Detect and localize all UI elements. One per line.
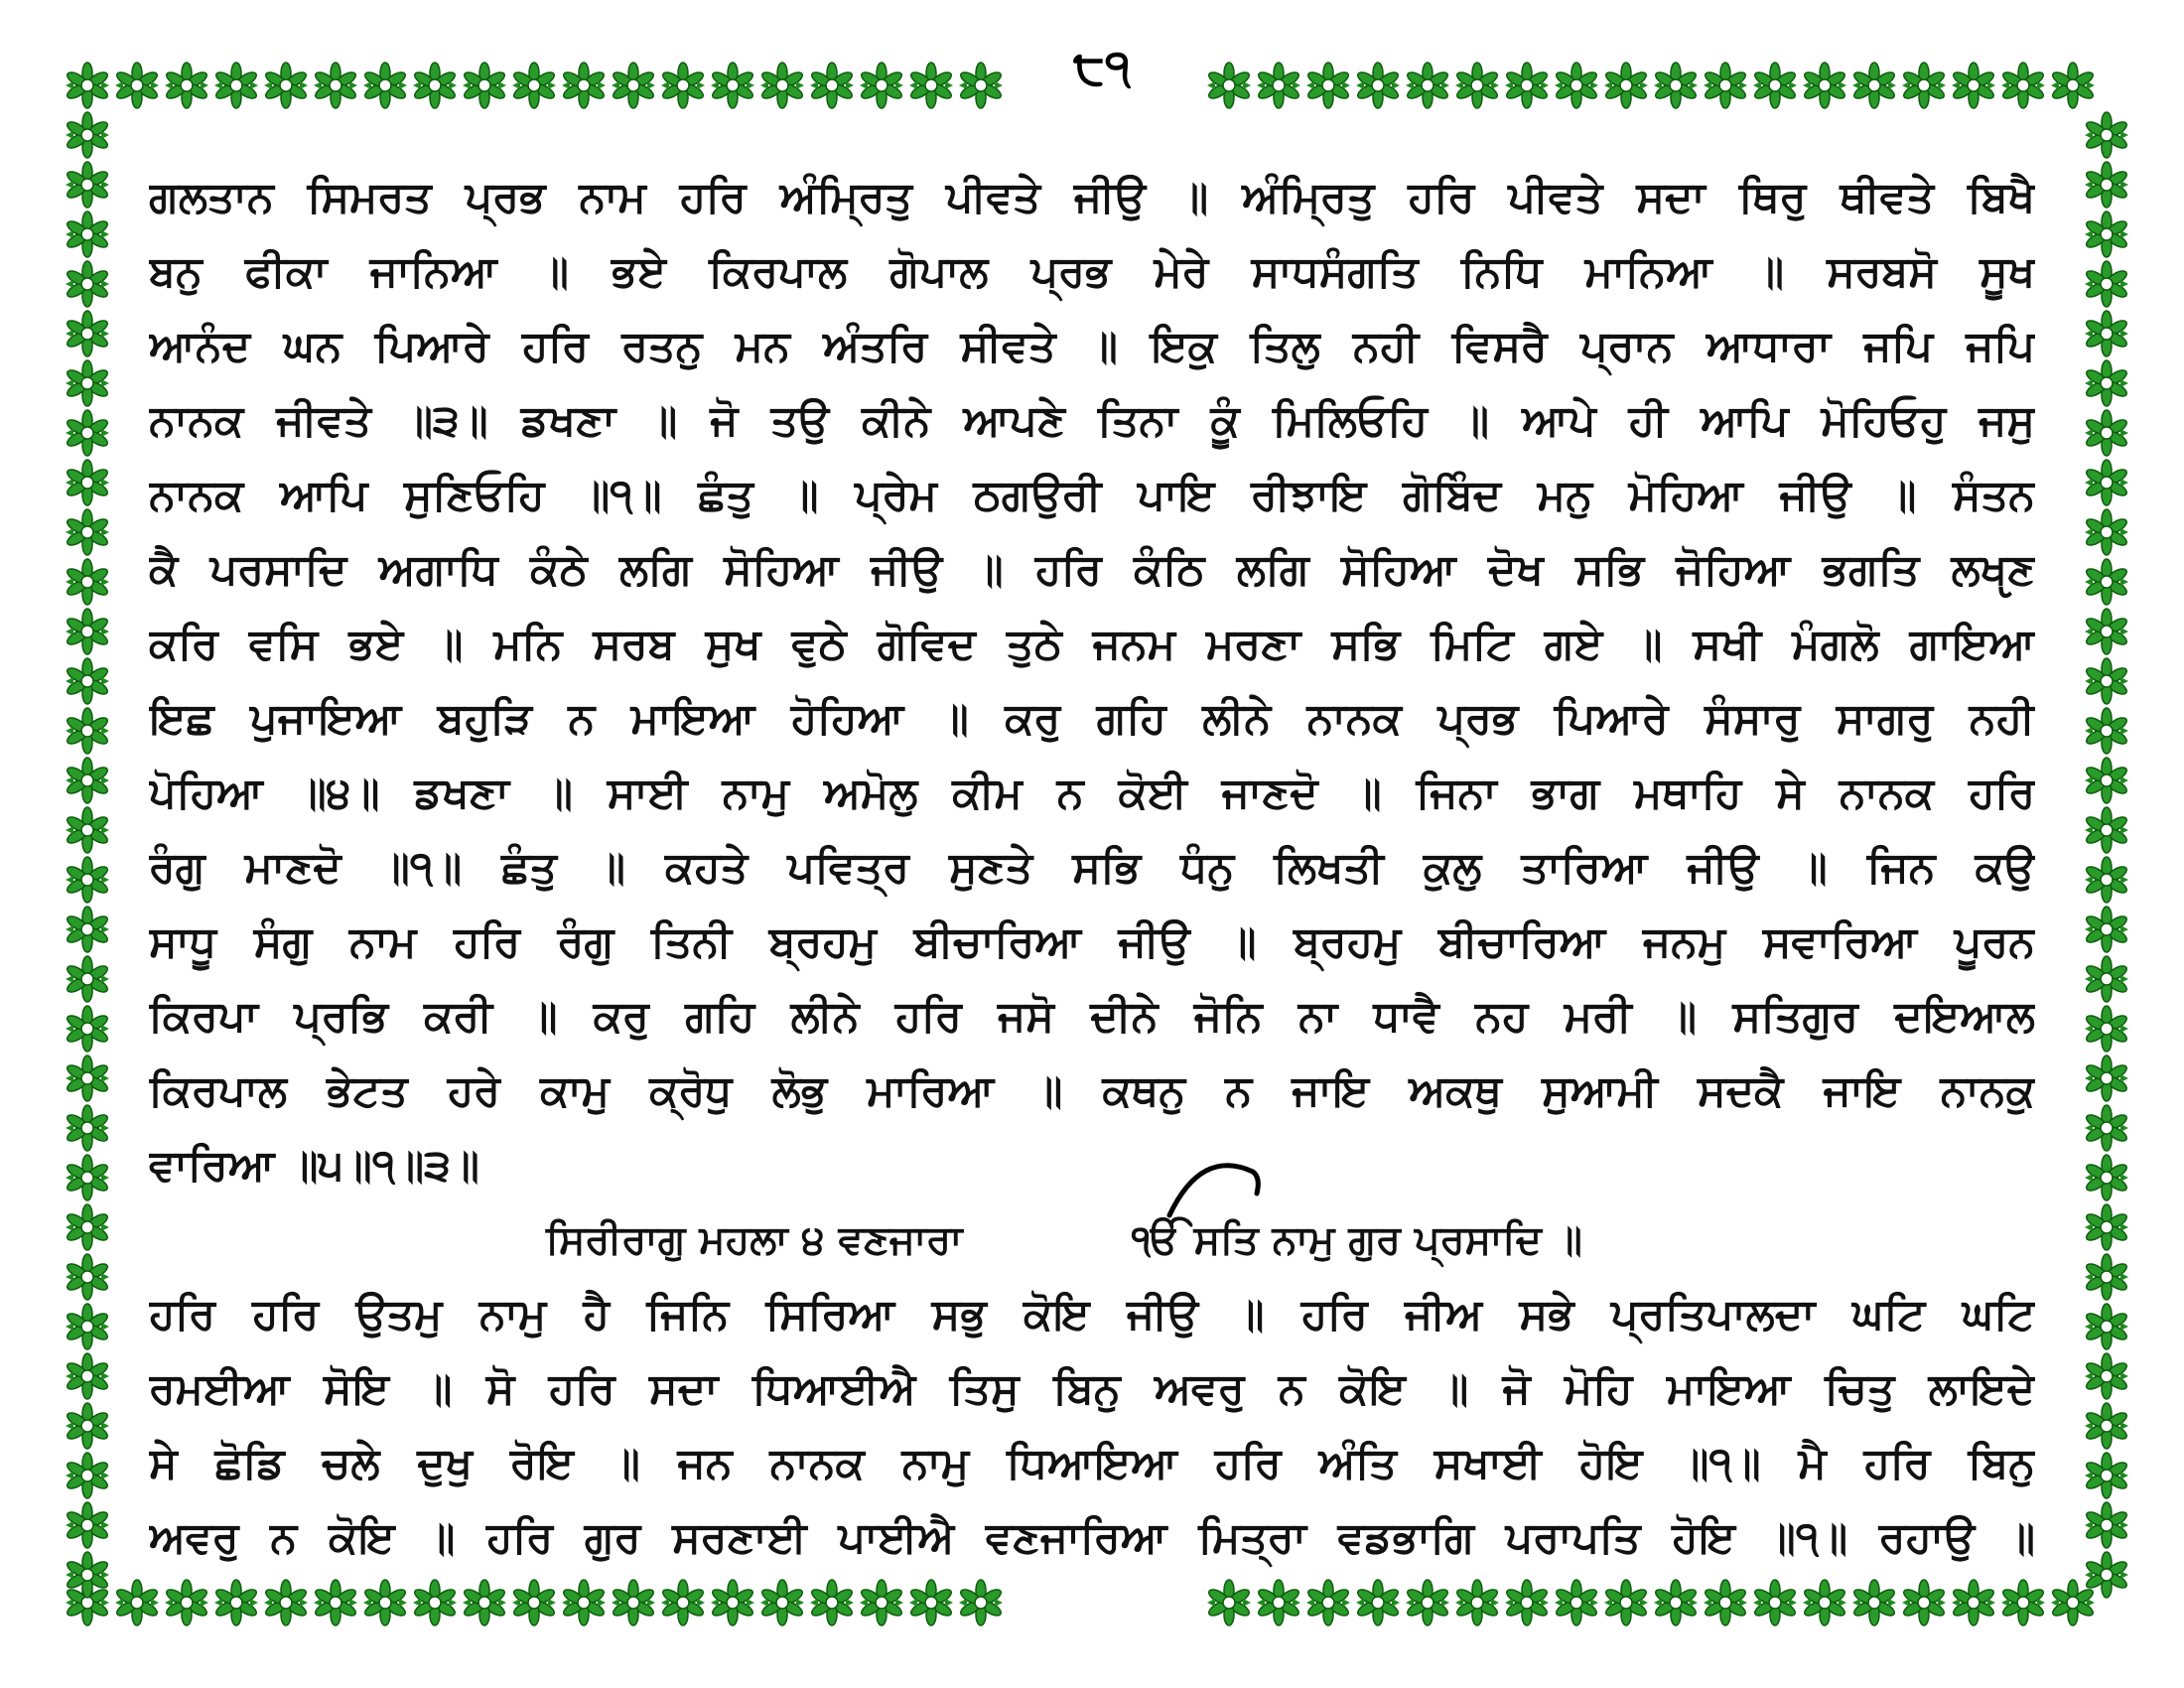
flower-icon — [66, 907, 110, 952]
flower-icon — [1207, 1580, 1252, 1625]
text-line: ਅਵਰੁ ਨ ਕੋਇ ॥ ਹਰਿ ਗੁਰ ਸਰਣਾਈ ਪਾਈਐ ਵਣਜਾਰਿਆ ਮਿਤ੍ਰਾ ਵਡਭਾਗਿ ਪਰਾਪਤਿ ਹੋਇ ॥੧॥ ਰਹਾਉ ॥ — [149, 1513, 2035, 1563]
flower-icon — [1852, 1580, 1897, 1625]
flower-icon — [66, 1304, 110, 1349]
flower-icon — [115, 1580, 160, 1625]
flower-icon — [959, 1580, 1004, 1625]
flower-icon — [661, 1580, 706, 1625]
text-line: ਰੰਗੁ ਮਾਣਦੋ ॥੧॥ ਛੰਤੁ ॥ ਕਹਤੇ ਪਵਿਤ੍ਰ ਸੁਣਤੇ ਸਭਿ ਧੰਨੁ ਲਿਖਤੀ ਕੁਲੁ ਤਾਰਿਆ ਜੀਉ ॥ ਜਿਨ ਕਉ — [149, 843, 2035, 893]
flower-icon — [2085, 1204, 2129, 1250]
flower-icon — [810, 63, 855, 108]
flower-icon — [512, 1580, 557, 1625]
flower-icon — [1356, 63, 1401, 108]
flower-icon — [2085, 1155, 2129, 1200]
flower-icon — [2085, 1105, 2129, 1151]
text-line: ਕਿਰਪਾ ਪ੍ਰਭਿ ਕਰੀ ॥ ਕਰੁ ਗਹਿ ਲੀਨੇ ਹਰਿ ਜਸੋ ਦੀਨੇ ਜੋਨਿ ਨਾ ਧਾਵੈ ਨਹ ਮਰੀ ॥ ਸਤਿਗੁਰ ਦਇਆਲ — [149, 992, 2035, 1042]
flower-icon — [1455, 63, 1500, 108]
flower-icon — [66, 1204, 110, 1250]
text-line: ਆਨੰਦ ਘਨ ਪਿਆਰੇ ਹਰਿ ਰਤਨੁ ਮਨ ਅੰਤਰਿ ਸੀਵਤੇ ॥ ਇਕੁ ਤਿਲੁ ਨਹੀ ਵਿਸਰੈ ਪ੍ਰਾਨ ਆਧਾਰਾ ਜਪਿ ਜਪਿ — [149, 322, 2035, 371]
flower-icon — [2085, 907, 2129, 952]
flower-icon — [1505, 1580, 1550, 1625]
flower-icon — [66, 410, 110, 456]
text-line: ਪੋਹਿਆ ॥੪॥ ਡਖਣਾ ॥ ਸਾਈ ਨਾਮੁ ਅਮੋਲੁ ਕੀਮ ਨ ਕੋਈ ਜਾਣਦੋ ॥ ਜਿਨਾ ਭਾਗ ਮਥਾਹਿ ਸੇ ਨਾਨਕ ਹਰਿ — [149, 769, 2035, 818]
flower-icon — [66, 1502, 110, 1548]
flower-icon — [810, 1580, 855, 1625]
flower-icon — [2085, 758, 2129, 803]
flower-icon — [66, 807, 110, 853]
text-line: ਇਛ ਪੁਜਾਇਆ ਬਹੁੜਿ ਨ ਮਾਇਆ ਹੋਹਿਆ ॥ ਕਰੁ ਗਹਿ ਲੀਨੇ ਨਾਨਕ ਪ੍ਰਭ ਪਿਆਰੇ ਸੰਸਾਰੁ ਸਾਗਰੁ ਨਹੀ — [149, 694, 2035, 744]
flower-icon — [1704, 63, 1748, 108]
flower-icon — [1207, 63, 1252, 108]
flower-icon — [1604, 1580, 1649, 1625]
flower-icon — [66, 559, 110, 605]
text-line: ਕਰਿ ਵਸਿ ਭਏ ॥ ਮਨਿ ਸਰਬ ਸੁਖ ਵੁਠੇ ਗੋਵਿਦ ਤੁਠੇ ਜਨਮ ਮਰਣਾ ਸਭਿ ਮਿਟਿ ਗਏ ॥ ਸਖੀ ਮੰਗਲੋ ਗਾਇਆ — [149, 620, 2035, 669]
flower-icon — [363, 63, 408, 108]
flower-icon — [2085, 1403, 2129, 1449]
flower-icon — [1654, 1580, 1699, 1625]
text-line: ਸਾਧੂ ਸੰਗੁ ਨਾਮ ਹਰਿ ਰੰਗੁ ਤਿਨੀ ਬ੍ਰਹਮੁ ਬੀਚਾਰਿਆ ਜੀਉ ॥ ਬ੍ਰਹਮੁ ਬੀਚਾਰਿਆ ਜਨਮੁ ਸਵਾਰਿਆ ਪੂਰਨ — [149, 917, 2035, 967]
flower-icon — [165, 63, 209, 108]
section-heading — [149, 1203, 2035, 1278]
flower-icon — [2085, 509, 2129, 555]
flower-icon — [66, 311, 110, 356]
flower-icon — [314, 63, 358, 108]
flower-icon — [860, 63, 904, 108]
flower-icon — [562, 1580, 607, 1625]
flower-icon — [1257, 63, 1301, 108]
flower-icon — [2085, 1006, 2129, 1052]
text-line: ਰਮਈਆ ਸੋਇ ॥ ਸੋ ਹਰਿ ਸਦਾ ਧਿਆਈਐ ਤਿਸੁ ਬਿਨੁ ਅਵਰੁ ਨ ਕੋਇ ॥ ਜੋ ਮੋਹਿ ਮਾਇਆ ਚਿਤੁ ਲਾਇਦੇ — [149, 1364, 2035, 1414]
flower-icon — [2085, 1353, 2129, 1399]
flower-icon — [214, 63, 259, 108]
flower-icon — [66, 1055, 110, 1101]
text-line: ਹਰਿ ਹਰਿ ਉਤਮੁ ਨਾਮੁ ਹੈ ਜਿਨਿ ਸਿਰਿਆ ਸਭੁ ਕੋਇ ਜੀਉ ॥ ਹਰਿ ਜੀਅ ਸਭੇ ਪ੍ਰਤਿਪਾਲਦਾ ਘਟਿ ਘਟਿ — [149, 1290, 2035, 1339]
flower-icon — [66, 261, 110, 307]
heading-raag: ਸਿਰੀਰਾਗੁ ਮਹਲਾ ੪ ਵਣਜਾਰਾ — [546, 1217, 963, 1263]
flower-icon — [1406, 1580, 1450, 1625]
text-line: ਬਨੁ ਫੀਕਾ ਜਾਨਿਆ ॥ ਭਏ ਕਿਰਪਾਲ ਗੋਪਾਲ ਪ੍ਰਭ ਮੇਰੇ ਸਾਧਸੰਗਤਿ ਨਿਧਿ ਮਾਨਿਆ ॥ ਸਰਬਸੋ ਸੂਖ — [149, 247, 2035, 297]
flower-icon — [66, 1403, 110, 1449]
text-line: ਕੈ ਪਰਸਾਦਿ ਅਗਾਧਿ ਕੰਠੇ ਲਗਿ ਸੋਹਿਆ ਜੀਉ ॥ ਹਰਿ ਕੰਠਿ ਲਗਿ ਸੋਹਿਆ ਦੋਖ ਸਭਿ ਜੋਹਿਆ ਭਗਤਿ ਲਖੵਣ — [149, 545, 2035, 595]
flower-icon — [2085, 708, 2129, 754]
flower-icon — [66, 63, 110, 108]
flower-icon — [413, 63, 458, 108]
flower-icon — [2085, 211, 2129, 257]
text-line: ਨਾਨਕ ਜੀਵਤੇ ॥੩॥ ਡਖਣਾ ॥ ਜੋ ਤਉ ਕੀਨੇ ਆਪਣੇ ਤਿਨਾ ਕੂੰ ਮਿਲਿਓਹਿ ॥ ਆਪੇ ਹੀ ਆਪਿ ਮੋਹਿਓਹੁ ਜਸੁ — [149, 396, 2035, 446]
flower-icon — [1803, 1580, 1847, 1625]
flower-icon — [413, 1580, 458, 1625]
flower-icon — [760, 1580, 805, 1625]
flower-icon — [66, 1254, 110, 1300]
flower-icon — [1952, 63, 1996, 108]
flower-icon — [66, 162, 110, 208]
flower-icon — [2085, 460, 2129, 505]
flower-icon — [1257, 1580, 1301, 1625]
flower-icon — [909, 1580, 954, 1625]
flower-icon — [760, 63, 805, 108]
text-line: ਸੇ ਛੋਡਿ ਚਲੇ ਦੁਖੁ ਰੋਇ ॥ ਜਨ ਨਾਨਕ ਨਾਮੁ ਧਿਆਇਆ ਹਰਿ ਅੰਤਿ ਸਖਾਈ ਹੋਇ ॥੧॥ ਮੈ ਹਰਿ ਬਿਨੁ — [149, 1439, 2035, 1488]
flower-icon — [1753, 1580, 1798, 1625]
flower-icon — [2085, 1304, 2129, 1349]
flower-icon — [66, 857, 110, 903]
flower-icon — [909, 63, 954, 108]
flower-icon — [2085, 1453, 2129, 1498]
flower-icon — [860, 1580, 904, 1625]
page-number: ੮੧ — [1073, 40, 1131, 95]
flower-icon — [66, 1353, 110, 1399]
flower-icon — [66, 360, 110, 406]
flower-icon — [612, 63, 656, 108]
heading-mool-mantar: ੴ ਸਤਿ ਨਾਮੁ ਗੁਰ ਪ੍ਰਸਾਦਿ ॥ — [1132, 1217, 1582, 1263]
flower-icon — [2085, 1055, 2129, 1101]
flower-icon — [66, 1453, 110, 1498]
flower-icon — [2085, 956, 2129, 1002]
flower-icon — [2051, 63, 2096, 108]
flower-icon — [66, 708, 110, 754]
flower-icon — [66, 1105, 110, 1151]
flower-icon — [512, 63, 557, 108]
flower-icon — [2085, 261, 2129, 307]
flower-icon — [1902, 63, 1947, 108]
flower-icon — [66, 1155, 110, 1200]
text-line: ਨਾਨਕ ਆਪਿ ਸੁਣਿਓਹਿ ॥੧॥ ਛੰਤੁ ॥ ਪ੍ਰੇਮ ਠਗਉਰੀ ਪਾਇ ਰੀਝਾਇ ਗੋਬਿੰਦ ਮਨੁ ਮੋਹਿਆ ਜੀਉ ॥ ਸੰਤਨ — [149, 471, 2035, 520]
flower-icon — [115, 63, 160, 108]
flower-icon — [612, 1580, 656, 1625]
flower-icon — [2085, 311, 2129, 356]
text-line: ਗਲਤਾਨ ਸਿਮਰਤ ਪ੍ਰਭ ਨਾਮ ਹਰਿ ਅੰਮ੍ਰਿਤੁ ਪੀਵਤੇ ਜੀਉ ॥ ਅੰਮ੍ਰਿਤੁ ਹਰਿ ਪੀਵਤੇ ਸਦਾ ਥਿਰੁ ਥੀਵਤੇ ਬਿਖੈ — [149, 173, 2035, 222]
flower-icon — [2085, 609, 2129, 654]
text-line: ਕਿਰਪਾਲ ਭੇਟਤ ਹਰੇ ਕਾਮੁ ਕ੍ਰੋਧੁ ਲੋਭੁ ਮਾਰਿਆ ॥ ਕਥਨੁ ਨ ਜਾਇ ਅਕਥੁ ਸੁਆਮੀ ਸਦਕੈ ਜਾਇ ਨਾਨਕੁ — [149, 1066, 2035, 1116]
flower-icon — [959, 63, 1004, 108]
flower-icon — [66, 112, 110, 158]
flower-icon — [2001, 63, 2046, 108]
flower-icon — [1704, 1580, 1748, 1625]
flower-icon — [66, 509, 110, 555]
flower-icon — [363, 1580, 408, 1625]
flower-icon — [66, 460, 110, 505]
flower-icon — [2085, 559, 2129, 605]
flower-icon — [1852, 63, 1897, 108]
flower-icon — [66, 758, 110, 803]
flower-icon — [463, 1580, 507, 1625]
scripture-text — [149, 161, 2035, 1576]
flower-icon — [2085, 112, 2129, 158]
flower-icon — [1555, 63, 1599, 108]
flower-icon — [2001, 1580, 2046, 1625]
flower-icon — [2085, 1254, 2129, 1300]
flower-icon — [314, 1580, 358, 1625]
flower-icon — [1902, 1580, 1947, 1625]
flower-icon — [711, 1580, 755, 1625]
flower-icon — [165, 1580, 209, 1625]
flower-icon — [214, 1580, 259, 1625]
flower-icon — [1555, 1580, 1599, 1625]
flower-icon — [66, 1006, 110, 1052]
flower-icon — [711, 63, 755, 108]
flower-icon — [1803, 63, 1847, 108]
flower-icon — [463, 63, 507, 108]
flower-icon — [1306, 63, 1351, 108]
flower-icon — [66, 609, 110, 654]
flower-icon — [1455, 1580, 1500, 1625]
flower-icon — [2085, 360, 2129, 406]
flower-icon — [1306, 1580, 1351, 1625]
flower-icon — [2085, 857, 2129, 903]
flower-icon — [2085, 1502, 2129, 1548]
flower-icon — [2085, 410, 2129, 456]
flower-icon — [1406, 63, 1450, 108]
flower-icon — [562, 63, 607, 108]
flower-icon — [1604, 63, 1649, 108]
flower-icon — [1952, 1580, 1996, 1625]
flower-icon — [66, 956, 110, 1002]
flower-icon — [264, 63, 309, 108]
flower-icon — [1654, 63, 1699, 108]
flower-icon — [1356, 1580, 1401, 1625]
flower-icon — [264, 1580, 309, 1625]
flower-icon — [2085, 162, 2129, 208]
flower-icon — [2085, 807, 2129, 853]
flower-icon — [2085, 658, 2129, 704]
flower-icon — [1753, 63, 1798, 108]
flower-icon — [661, 63, 706, 108]
flower-icon — [66, 658, 110, 704]
flower-icon — [66, 211, 110, 257]
text-line: ਵਾਰਿਆ ॥੫॥੧॥੩॥ — [149, 1141, 479, 1191]
flower-icon — [1505, 63, 1550, 108]
